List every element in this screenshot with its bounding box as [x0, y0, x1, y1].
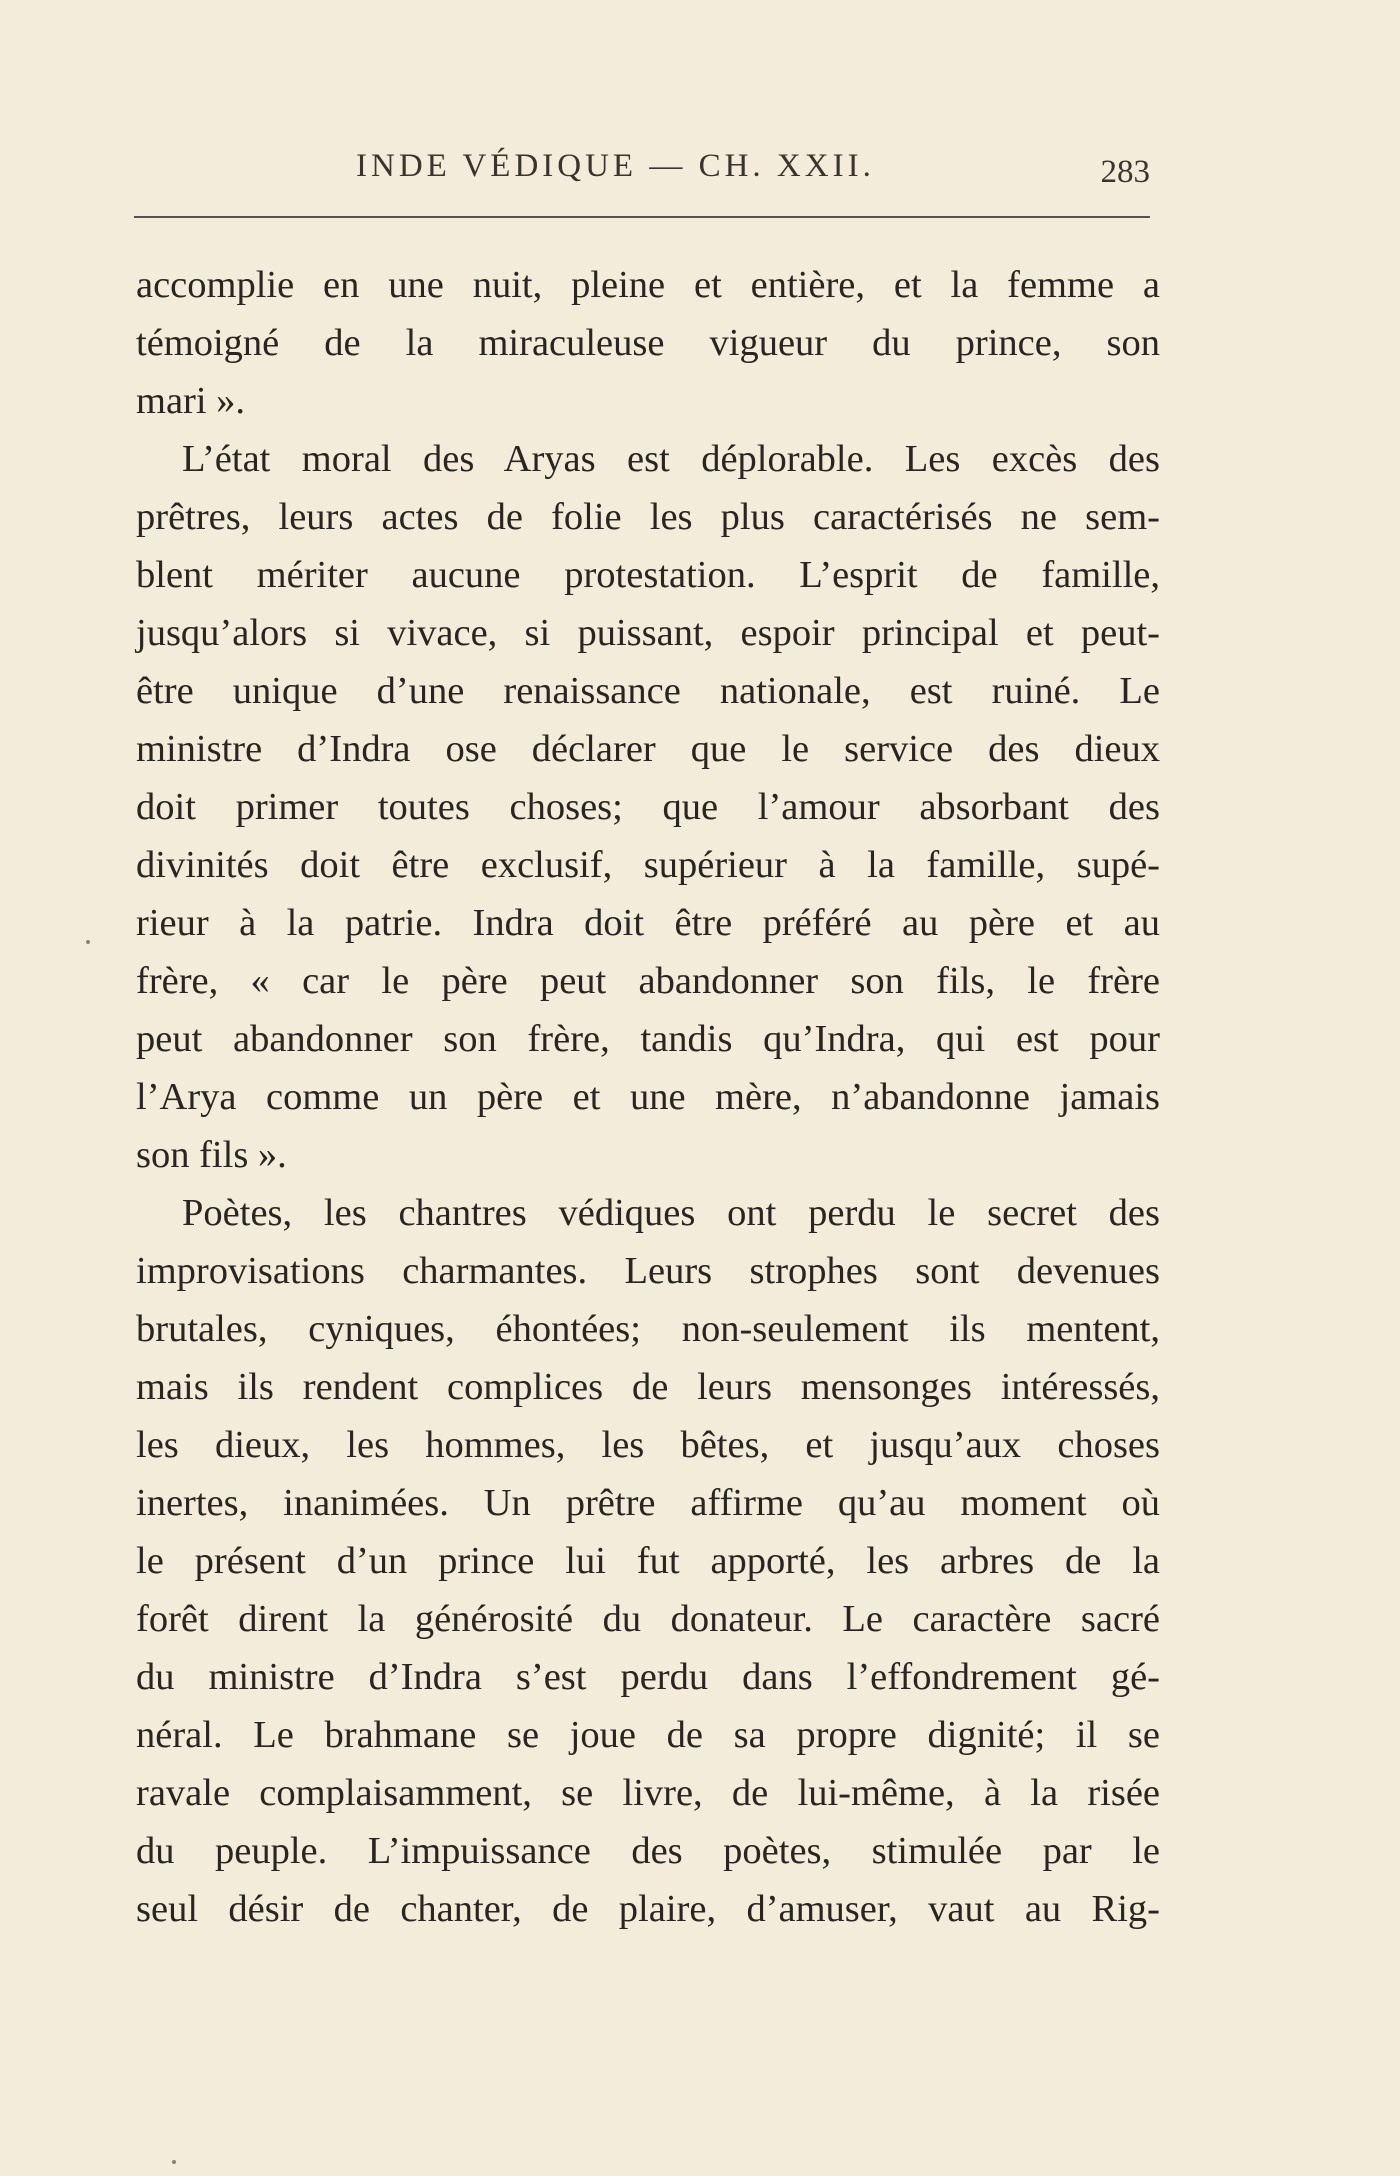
text-line: inertes, inanimées. Un prêtre affirme qu’au moment où	[136, 1482, 1160, 1524]
text-line: son fils ».	[136, 1134, 287, 1176]
running-header	[136, 148, 1150, 198]
text-line: doit primer toutes choses; que l’amour absorbant des	[136, 786, 1160, 828]
text-line: être unique d’une renaissance nationale, est ruiné. Le	[136, 670, 1160, 712]
text-line: frère, « car le père peut abandonner son fils, le frère	[136, 960, 1160, 1002]
text-line: divinités doit être exclusif, supérieur à la famille, supé-	[136, 844, 1160, 886]
text-line: rieur à la patrie. Indra doit être préféré au père et au	[136, 902, 1160, 944]
running-title: INDE VÉDIQUE — CH. XXII.	[356, 148, 875, 184]
text-line: accomplie en une nuit, pleine et entière, et la femme a	[136, 264, 1160, 306]
text-line: ravale complaisamment, se livre, de lui-même, à la risée	[136, 1772, 1160, 1814]
text-line: jusqu’alors si vivace, si puissant, espoir principal et peut-	[136, 612, 1160, 654]
text-line: prêtres, leurs actes de folie les plus caractérisés ne sem-	[136, 496, 1160, 538]
text-line: mari ».	[136, 380, 246, 422]
text-line: témoigné de la miraculeuse vigueur du prince, son	[136, 322, 1160, 364]
text-line: néral. Le brahmane se joue de sa propre dignité; il se	[136, 1714, 1160, 1756]
page-number: 283	[1100, 154, 1150, 190]
header-rule	[134, 216, 1150, 218]
text-line: du ministre d’Indra s’est perdu dans l’effondrement gé-	[136, 1656, 1160, 1698]
text-line: brutales, cyniques, éhontées; non-seulement ils mentent,	[136, 1308, 1160, 1350]
body-text	[136, 256, 1160, 1938]
text-line: du peuple. L’impuissance des poètes, stimulée par le	[136, 1830, 1160, 1872]
paragraph-start-line: Poètes, les chantres védiques ont perdu le secret des	[182, 1192, 1160, 1234]
text-line: l’Arya comme un père et une mère, n’abandonne jamais	[136, 1076, 1160, 1118]
text-line: seul désir de chanter, de plaire, d’amuser, vaut au Rig-	[136, 1888, 1160, 1930]
text-line: peut abandonner son frère, tandis qu’Indra, qui est pour	[136, 1018, 1160, 1060]
text-line: forêt dirent la générosité du donateur. Le caractère sacré	[136, 1598, 1160, 1640]
text-line: improvisations charmantes. Leurs strophes sont devenues	[136, 1250, 1160, 1292]
text-line: blent mériter aucune protestation. L’esprit de famille,	[136, 554, 1160, 596]
paper-speck	[172, 2160, 176, 2164]
paper-speck	[86, 940, 90, 944]
text-line: le présent d’un prince lui fut apporté, les arbres de la	[136, 1540, 1160, 1582]
text-line: les dieux, les hommes, les bêtes, et jusqu’aux choses	[136, 1424, 1160, 1466]
paragraph-start-line: L’état moral des Aryas est déplorable. Les excès des	[182, 438, 1160, 480]
text-line: ministre d’Indra ose déclarer que le service des dieux	[136, 728, 1160, 770]
text-line: mais ils rendent complices de leurs mensonges intéressés,	[136, 1366, 1160, 1408]
